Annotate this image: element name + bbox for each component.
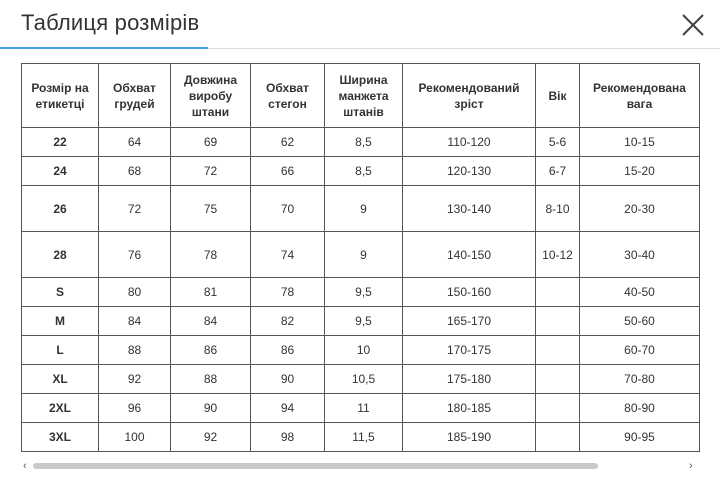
cell-chest: 72 [99, 186, 171, 232]
cell-height: 140-150 [403, 232, 536, 278]
cell-size: 22 [22, 128, 99, 157]
scroll-right-icon[interactable]: › [689, 460, 693, 472]
cell-weight: 90-95 [580, 423, 700, 452]
cell-age [536, 394, 580, 423]
cell-hips: 94 [251, 394, 325, 423]
table-row [22, 157, 700, 186]
header-hips: Обхват стегон [251, 64, 325, 128]
dialog-header [0, 0, 720, 50]
cell-age [536, 336, 580, 365]
header-cuff-width: Ширина манжета штанів [325, 64, 403, 128]
cell-cuff-width: 8,5 [325, 128, 403, 157]
table-row [22, 365, 700, 394]
cell-hips: 62 [251, 128, 325, 157]
cell-height: 110-120 [403, 128, 536, 157]
cell-size: M [22, 307, 99, 336]
scroll-left-icon[interactable]: ‹ [23, 460, 27, 472]
cell-age: 10-12 [536, 232, 580, 278]
title-underline [0, 47, 208, 49]
cell-height: 130-140 [403, 186, 536, 232]
cell-weight: 50-60 [580, 307, 700, 336]
table-row [22, 278, 700, 307]
header-chest: Обхват грудей [99, 64, 171, 128]
cell-pants-length: 75 [171, 186, 251, 232]
cell-cuff-width: 8,5 [325, 157, 403, 186]
cell-size: 2XL [22, 394, 99, 423]
cell-age [536, 423, 580, 452]
cell-age: 8-10 [536, 186, 580, 232]
cell-cuff-width: 9,5 [325, 278, 403, 307]
cell-chest: 92 [99, 365, 171, 394]
cell-pants-length: 78 [171, 232, 251, 278]
cell-age: 6-7 [536, 157, 580, 186]
cell-height: 165-170 [403, 307, 536, 336]
cell-size: S [22, 278, 99, 307]
cell-hips: 66 [251, 157, 325, 186]
scrollbar-thumb[interactable] [33, 463, 598, 469]
header-height: Рекомендований зріст [403, 64, 536, 128]
cell-hips: 90 [251, 365, 325, 394]
cell-cuff-width: 10 [325, 336, 403, 365]
cell-height: 120-130 [403, 157, 536, 186]
cell-height: 150-160 [403, 278, 536, 307]
cell-pants-length: 84 [171, 307, 251, 336]
cell-weight: 80-90 [580, 394, 700, 423]
cell-pants-length: 92 [171, 423, 251, 452]
cell-weight: 20-30 [580, 186, 700, 232]
table-row [22, 394, 700, 423]
close-button[interactable] [680, 12, 706, 38]
header-pants-length: Довжина виробу штани [171, 64, 251, 128]
cell-weight: 40-50 [580, 278, 700, 307]
cell-chest: 84 [99, 307, 171, 336]
cell-weight: 70-80 [580, 365, 700, 394]
cell-size: 24 [22, 157, 99, 186]
cell-size: XL [22, 365, 99, 394]
size-table-container[interactable] [21, 63, 700, 460]
cell-cuff-width: 11,5 [325, 423, 403, 452]
header-size-label: Розмір на етикетці [22, 64, 99, 128]
cell-hips: 86 [251, 336, 325, 365]
cell-pants-length: 88 [171, 365, 251, 394]
cell-weight: 60-70 [580, 336, 700, 365]
cell-hips: 98 [251, 423, 325, 452]
cell-cuff-width: 9,5 [325, 307, 403, 336]
table-row [22, 423, 700, 452]
cell-pants-length: 69 [171, 128, 251, 157]
cell-pants-length: 72 [171, 157, 251, 186]
horizontal-scrollbar[interactable] [21, 460, 700, 472]
cell-size: 28 [22, 232, 99, 278]
table-row [22, 128, 700, 157]
cell-age [536, 307, 580, 336]
header-divider [208, 48, 720, 49]
cell-weight: 10-15 [580, 128, 700, 157]
cell-size: L [22, 336, 99, 365]
cell-height: 170-175 [403, 336, 536, 365]
cell-chest: 68 [99, 157, 171, 186]
cell-height: 185-190 [403, 423, 536, 452]
cell-hips: 70 [251, 186, 325, 232]
cell-chest: 64 [99, 128, 171, 157]
cell-pants-length: 90 [171, 394, 251, 423]
cell-cuff-width: 9 [325, 232, 403, 278]
header-age: Вік [536, 64, 580, 128]
cell-hips: 78 [251, 278, 325, 307]
cell-chest: 96 [99, 394, 171, 423]
cell-chest: 76 [99, 232, 171, 278]
cell-weight: 30-40 [580, 232, 700, 278]
close-icon [680, 12, 706, 38]
cell-height: 175-180 [403, 365, 536, 394]
cell-pants-length: 81 [171, 278, 251, 307]
cell-hips: 74 [251, 232, 325, 278]
cell-cuff-width: 9 [325, 186, 403, 232]
cell-weight: 15-20 [580, 157, 700, 186]
table-row [22, 307, 700, 336]
cell-chest: 88 [99, 336, 171, 365]
cell-size: 3XL [22, 423, 99, 452]
cell-cuff-width: 11 [325, 394, 403, 423]
cell-age [536, 278, 580, 307]
cell-cuff-width: 10,5 [325, 365, 403, 394]
dialog-title: Таблиця розмірів [21, 10, 200, 35]
cell-age [536, 365, 580, 394]
cell-chest: 100 [99, 423, 171, 452]
header-weight: Рекомендована вага [580, 64, 700, 128]
cell-height: 180-185 [403, 394, 536, 423]
cell-pants-length: 86 [171, 336, 251, 365]
table-row [22, 336, 700, 365]
cell-size: 26 [22, 186, 99, 232]
table-header-row [22, 64, 700, 128]
cell-chest: 80 [99, 278, 171, 307]
table-row [22, 232, 700, 278]
cell-age: 5-6 [536, 128, 580, 157]
cell-hips: 82 [251, 307, 325, 336]
size-table [21, 63, 700, 452]
table-row [22, 186, 700, 232]
